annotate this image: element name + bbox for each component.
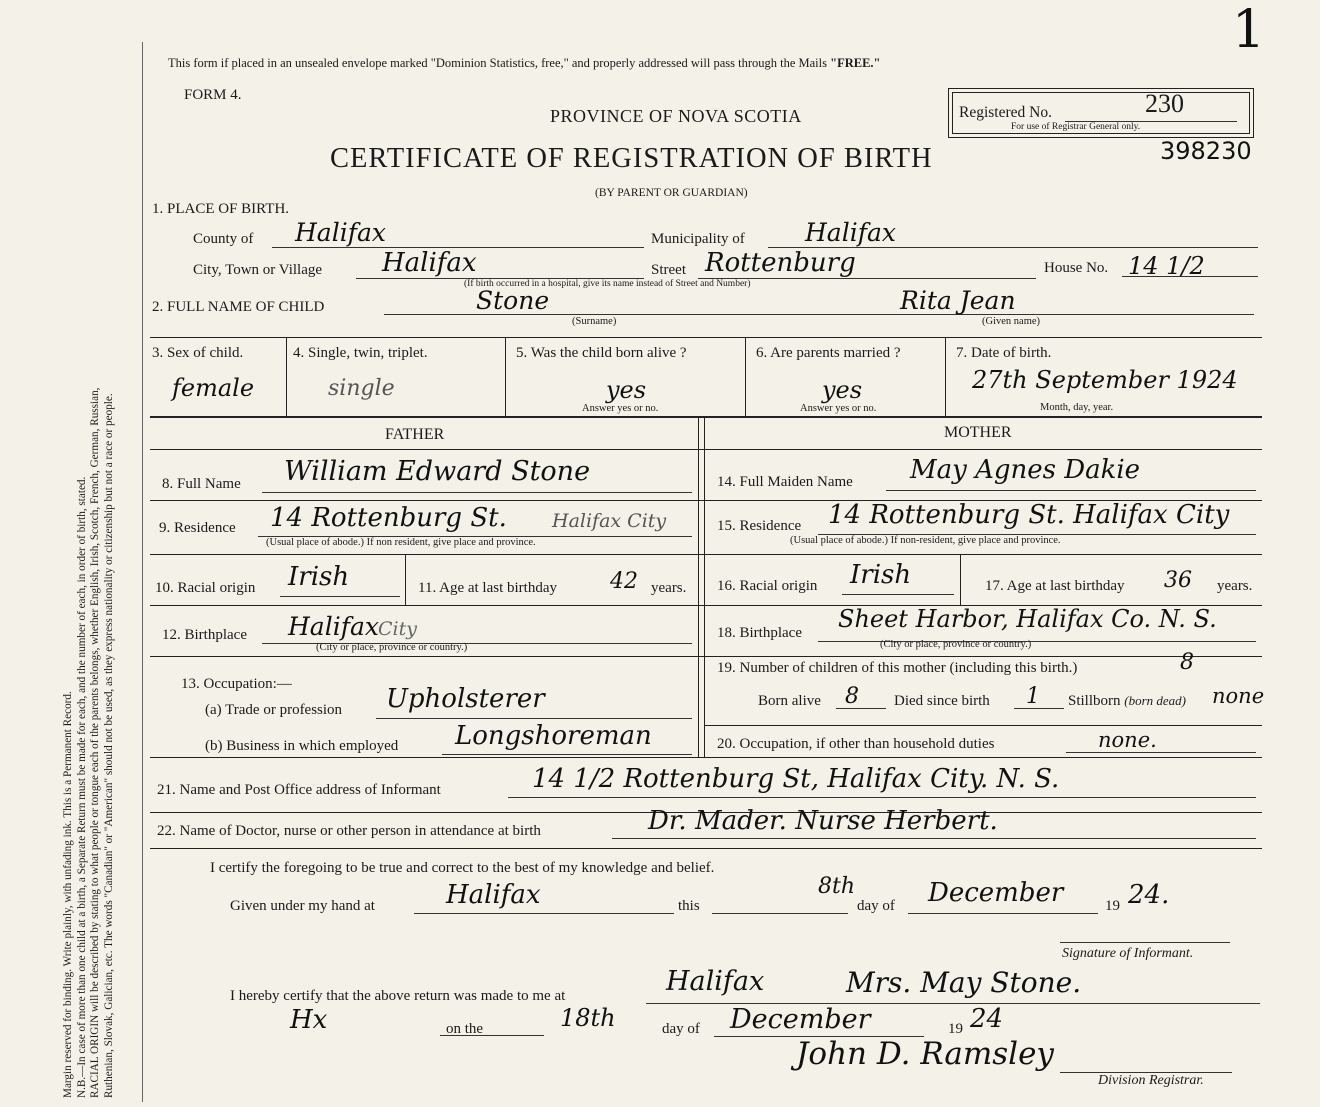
father-residence-city: Halifax City: [552, 510, 667, 532]
registrar-label: Division Registrar.: [1098, 1073, 1204, 1088]
father-heading: FATHER: [385, 426, 445, 443]
multiple-birth-label: 4. Single, twin, triplet.: [293, 345, 428, 361]
father-age-unit: years.: [651, 580, 687, 596]
doctor-value: Dr. Mader. Nurse Herbert.: [648, 806, 998, 836]
business-value: Longshoreman: [455, 721, 652, 751]
registration-label: Registered No.: [959, 104, 1052, 121]
given-name-note: (Given name): [982, 316, 1041, 327]
corner-mark: 1: [1232, 0, 1266, 60]
certification-day: 8th: [818, 874, 856, 899]
row-border-occupation: [150, 757, 1262, 758]
mother-heading: MOTHER: [944, 424, 1012, 441]
father-race-label: 10. Racial origin: [155, 580, 256, 596]
file-stamp: 398230: [1160, 137, 1252, 165]
mother-age-value: 36: [1164, 568, 1192, 593]
return-mark: Hx: [290, 1005, 328, 1035]
col-divider-2: [505, 337, 506, 417]
father-residence-note: (Usual place of abode.) If non resident, give place and province.: [266, 537, 536, 548]
child-name-label: 2. FULL NAME OF CHILD: [152, 299, 325, 315]
year-prefix: 19: [1105, 898, 1120, 914]
mother-race-label: 16. Racial origin: [717, 578, 818, 594]
mother-residence-note: (Usual place of abode.) If non-resident, give place and province.: [790, 535, 1061, 546]
children-count-value: 8: [1180, 650, 1194, 675]
county-value: Halifax: [295, 218, 386, 247]
informant-signature-label: Signature of Informant.: [1062, 946, 1194, 961]
registration-number: 230: [1145, 89, 1184, 118]
father-birthplace-note: (City or place, province or country.): [316, 642, 468, 653]
stillborn-label: [1068, 693, 1186, 710]
parents-married-note: Answer yes or no.: [800, 403, 877, 414]
date-of-birth-value: 27th September 1924: [972, 366, 1238, 394]
margin-instructions: [62, 28, 116, 1098]
col-divider-4: [945, 337, 946, 417]
this-label: this: [678, 898, 700, 914]
mother-occupation-value: none.: [1098, 728, 1157, 752]
house-label: House No.: [1044, 260, 1109, 276]
father-race-divider: [405, 555, 406, 605]
certification-month: December: [928, 878, 1064, 908]
mother-race-line: [842, 594, 954, 595]
margin-line-2: N.B.—In case of more than one child at a birth, a Separate Return must be made for each, and the number of each, in order of birth, stated.: [75, 476, 88, 1098]
mother-age-label: 17. Age at last birthday: [985, 578, 1125, 594]
given-place-line: [414, 913, 674, 914]
doctor-label: 22. Name of Doctor, nurse or other person in attendance at birth: [157, 823, 541, 839]
born-alive-value: yes: [606, 376, 647, 404]
mailing-notice-free: "FREE.": [830, 56, 881, 70]
day-of-label: day of: [857, 898, 895, 914]
city-label: City, Town or Village: [193, 262, 323, 278]
return-month: December: [730, 1004, 871, 1035]
mother-race-divider: [960, 555, 961, 605]
father-name-value: William Edward Stone: [284, 456, 591, 487]
municipality-label: Municipality of: [651, 231, 745, 247]
informant-value: 14 1/2 Rottenburg St, Halifax City. N. S.: [532, 764, 1060, 794]
given-place-value: Halifax: [446, 880, 541, 910]
informant-line: [508, 797, 1256, 798]
born-alive-label: 5. Was the child born alive ?: [516, 345, 687, 361]
on-the-label: on the: [446, 1021, 484, 1037]
child-given-name: Rita Jean: [900, 286, 1016, 315]
child-surname: Stone: [476, 286, 550, 315]
children-count-label: 19. Number of children of this mother (including this birth.): [717, 660, 1078, 676]
father-residence-label: 9. Residence: [159, 520, 236, 536]
trade-value: Upholsterer: [386, 684, 545, 714]
registration-box: [948, 88, 1254, 138]
return-statement: I hereby certify that the above return was made to me at: [230, 988, 566, 1004]
mailing-notice: [168, 56, 880, 71]
city-value: Halifax: [382, 248, 477, 278]
place-of-birth-label: 1. PLACE OF BIRTH.: [152, 201, 290, 217]
surname-note: (Surname): [572, 316, 617, 327]
mother-occupation-label: 20. Occupation, if other than household duties: [717, 736, 995, 752]
born-alive-count-line: [836, 708, 886, 709]
margin-line-4: Ruthenian, Slovak, Galician, etc. The words "Canadian" or "American" should not be used, as they express nationality or citizenship but not a race or people.: [102, 393, 115, 1098]
table-top-border: [150, 337, 1262, 338]
date-of-birth-label: 7. Date of birth.: [956, 345, 1052, 361]
return-year: 24: [970, 1004, 1004, 1034]
stillborn-value: none: [1212, 684, 1265, 708]
county-label: County of: [193, 231, 254, 247]
trade-label: (a) Trade or profession: [205, 702, 343, 718]
parents-divider-right: [704, 418, 705, 758]
row-border-residence: [150, 554, 1262, 555]
born-alive-note: Answer yes or no.: [582, 403, 659, 414]
street-value: Rottenburg: [705, 248, 856, 278]
sex-label: 3. Sex of child.: [152, 345, 244, 361]
form-number: FORM 4.: [184, 87, 242, 103]
stillborn-note: (born dead): [1124, 693, 1187, 708]
registrar-signature: John D. Ramsley: [796, 1036, 1054, 1072]
father-name-label: 8. Full Name: [162, 476, 241, 492]
business-label: (b) Business in which employed: [205, 738, 399, 754]
parents-married-label: 6. Are parents married ?: [756, 345, 901, 361]
informant-signature: Mrs. May Stone.: [846, 966, 1082, 999]
died-since-birth-label: Died since birth: [894, 693, 990, 709]
born-alive-count-value: 8: [845, 684, 859, 709]
date-of-birth-note: Month, day, year.: [1040, 402, 1114, 413]
col-divider-3: [745, 337, 746, 417]
street-label: Street: [651, 262, 686, 278]
table-row-border: [150, 416, 1262, 418]
return-place: Halifax: [666, 966, 765, 997]
mother-residence-value: 14 Rottenburg St. Halifax City: [828, 500, 1230, 530]
mother-name-line: [886, 490, 1256, 491]
multiple-birth-value: single: [328, 376, 395, 401]
mailing-notice-text: This form if placed in an unsealed envelope marked "Dominion Statistics, free," and properly addressed will pass through the Mails: [168, 56, 831, 70]
father-birthplace-value: Halifax: [288, 612, 379, 641]
parents-divider-left: [698, 418, 699, 758]
parents-married-value: yes: [822, 376, 863, 404]
mother-birthplace-note: (City or place, province or country.): [880, 639, 1032, 650]
mother-name-label: 14. Full Maiden Name: [717, 474, 853, 490]
mother-age-unit: years.: [1217, 578, 1253, 594]
died-since-birth-value: 1: [1026, 684, 1040, 709]
day-line: [712, 913, 848, 914]
province-heading: PROVINCE OF NOVA SCOTIA: [550, 106, 802, 126]
col-divider-1: [286, 337, 287, 417]
municipality-value: Halifax: [805, 218, 896, 247]
row-border-heading: [150, 449, 1262, 450]
return-year-prefix: 19: [948, 1021, 963, 1037]
mother-birthplace-value: Sheet Harbor, Halifax Co. N. S.: [838, 605, 1217, 633]
father-age-value: 42: [610, 569, 638, 594]
father-age-label: 11. Age at last birthday: [418, 580, 557, 596]
informant-label: 21. Name and Post Office address of Informant: [157, 782, 441, 798]
mother-name-value: May Agnes Dakie: [910, 455, 1141, 485]
trade-line: [376, 718, 692, 719]
return-day: 18th: [560, 1004, 616, 1032]
row-border-children: [705, 725, 1262, 726]
binding-margin-line: [142, 42, 143, 1102]
given-under-hand-label: Given under my hand at: [230, 898, 375, 914]
informant-signature-line: [1060, 942, 1230, 943]
born-alive-count-label: Born alive: [758, 693, 821, 709]
row-border-birthplace: [150, 656, 1262, 657]
return-day-of-label: day of: [662, 1021, 700, 1037]
father-race-line: [280, 596, 400, 597]
stillborn-label-text: Stillborn: [1068, 693, 1121, 709]
month-line: [908, 913, 1098, 914]
row-border-doctor: [150, 848, 1262, 849]
house-value: 14 1/2: [1128, 252, 1205, 280]
mother-race-value: Irish: [850, 560, 912, 590]
father-race-value: Irish: [288, 562, 350, 592]
mother-occupation-line: [1066, 752, 1256, 753]
certificate-title: CERTIFICATE OF REGISTRATION OF BIRTH: [330, 143, 933, 174]
father-occupation-label: 13. Occupation:—: [181, 676, 292, 692]
margin-line-3: RACIAL ORIGIN will be described by stating to what people or tongue each of the parents belongs, whether English, Irish, Scotch, French, German, Russian,: [89, 387, 102, 1098]
mother-birthplace-label: 18. Birthplace: [717, 625, 802, 641]
doctor-line: [612, 838, 1256, 839]
certificate-subtitle: (BY PARENT OR GUARDIAN): [595, 187, 748, 199]
registration-note: For use of Registrar General only.: [1011, 122, 1141, 132]
father-birthplace-city: City: [378, 618, 417, 640]
father-residence-value: 14 Rottenburg St.: [270, 503, 507, 533]
father-birthplace-label: 12. Birthplace: [162, 627, 247, 643]
sex-value: female: [172, 374, 255, 402]
margin-line-1: Margin reserved for binding. Write plainly, with unfading ink. This is a Permanent Record.: [62, 691, 74, 1098]
mother-residence-label: 15. Residence: [717, 518, 802, 534]
business-line: [442, 754, 692, 755]
certification-year: 24.: [1128, 880, 1170, 910]
certification-statement: I certify the foregoing to be true and correct to the best of my knowledge and belief.: [210, 860, 715, 876]
father-name-line: [262, 492, 692, 493]
hospital-note: (If birth occurred in a hospital, give its name instead of Street and Number): [464, 279, 751, 289]
